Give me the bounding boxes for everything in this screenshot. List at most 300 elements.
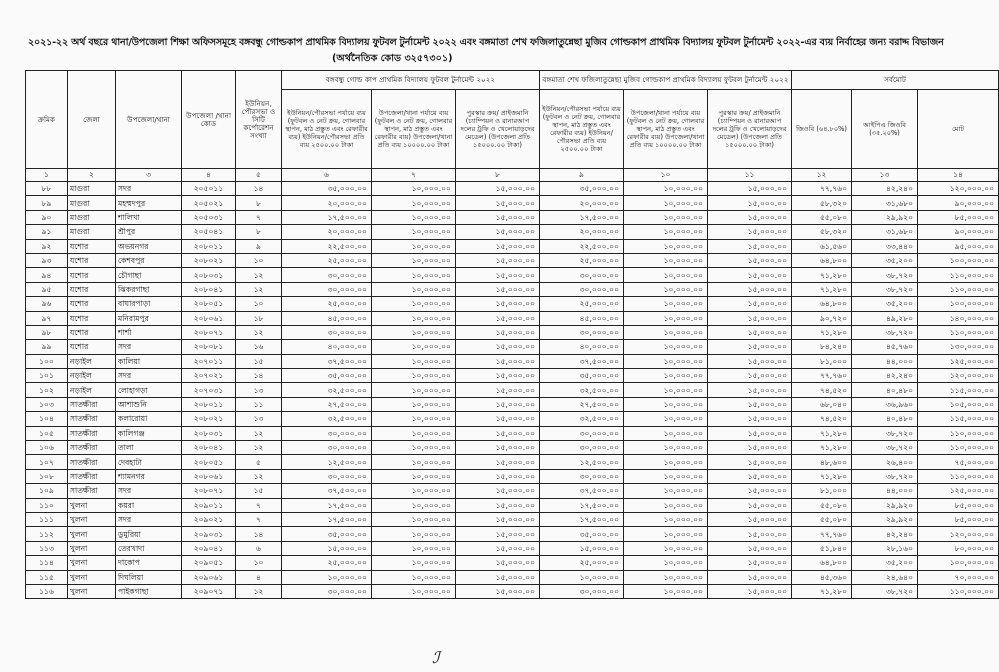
cell-bb-union: ২৫,০০০.০০ xyxy=(282,253,372,267)
column-number: ১৩ xyxy=(852,169,918,182)
cell-code: ২০৮০৫১ xyxy=(182,455,236,469)
cell-gob: ৫৫,০৮০ xyxy=(792,498,852,512)
cell-bm-upazila: ১০,০০০.০০ xyxy=(624,253,708,267)
cell-serial: ১১৬ xyxy=(26,584,68,598)
cell-district: মাগুরা xyxy=(68,210,116,224)
header-bb-union: ইউনিয়ন/পৌরসভা পর্যায়ে ব্যয় (ফুটবল ও নেট ক্রয়, গোলবার স্থাপন, মাঠ প্রস্তুত এবং রেফারীর ব্যয়) ইউনিয়ন/পৌরসভা প্রতি ব্যয় ২৫০০.০০ টাকা xyxy=(282,90,372,169)
cell-bm-union: ১৭,৫০০.০০ xyxy=(540,210,624,224)
cell-total: ১২৫,০০০.০০ xyxy=(918,484,999,498)
cell-upazila: সদর xyxy=(116,369,182,383)
cell-ida: ৪০,৪৮০ xyxy=(852,383,918,397)
page-title: ২০২১-২২ অর্থ বছরে থানা/উপজেলা শিক্ষা অফিসসমূহে বঙ্গবন্ধু গোল্ডকাপ প্রাথমিক বিদ্যালয় ফুটবল টুর্নামেন্ট ২০২২ এবং বঙ্গমাতা শেখ ফজিলাতুন্নেছা মুজিব গোল্ডকাপ প্রাথমিক বিদ্যালয় ফুটবল টুর্নামেন্ট ২০২২-এর ব্যয় নির্বাহের জন্য বরাদ্দ বিভাজন xyxy=(28,37,944,48)
cell-bm-prize: ১৫,০০০.০০ xyxy=(708,441,792,455)
cell-code: ২০৭০৩১ xyxy=(182,383,236,397)
cell-code: ২০৮০৭১ xyxy=(182,325,236,339)
cell-bm-union: ৩৭,৫০০.০০ xyxy=(540,354,624,368)
cell-unions: ১২ xyxy=(236,282,282,296)
cell-unions: ৯ xyxy=(236,239,282,253)
cell-bm-upazila: ১০,০০০.০০ xyxy=(624,412,708,426)
cell-bb-prize: ১৫,০০০.০০ xyxy=(456,196,540,210)
cell-unions: ৪ xyxy=(236,570,282,584)
cell-gob: ৪৮,৬০০ xyxy=(792,455,852,469)
table-row xyxy=(26,239,999,253)
cell-bb-union: ১২,৫০০.০০ xyxy=(282,455,372,469)
cell-total: ৯৫,০০০.০০ xyxy=(918,239,999,253)
cell-ida: ৩৩,৪৪০ xyxy=(852,239,918,253)
cell-bb-union: ২২,৫০০.০০ xyxy=(282,239,372,253)
table-row xyxy=(26,397,999,411)
cell-ida: ৪২,২৪০ xyxy=(852,527,918,541)
signature: ℐ xyxy=(432,648,440,667)
cell-serial: ১০৮ xyxy=(26,469,68,483)
cell-bb-prize: ১৫,০০০.০০ xyxy=(456,268,540,282)
table-row xyxy=(26,253,999,267)
cell-code: ২০৮০১১ xyxy=(182,239,236,253)
column-number: ৬ xyxy=(282,169,372,182)
cell-total: ১২০,০০০.০০ xyxy=(918,369,999,383)
cell-bm-prize: ১৫,০০০.০০ xyxy=(708,484,792,498)
cell-bb-prize: ১৫,০০০.০০ xyxy=(456,570,540,584)
table-row xyxy=(26,297,999,311)
cell-bb-union: ৩২,৫০০.০০ xyxy=(282,383,372,397)
cell-bm-upazila: ১০,০০০.০০ xyxy=(624,498,708,512)
cell-serial: ১০৯ xyxy=(26,484,68,498)
cell-ida: ৪৫,৭৬০ xyxy=(852,340,918,354)
cell-bm-upazila: ১০,০০০.০০ xyxy=(624,354,708,368)
cell-gob: ৬৮,০৪০ xyxy=(792,397,852,411)
cell-bm-union: ৩৫,০০০.০০ xyxy=(540,527,624,541)
cell-bb-union: ৩০,০০০.০০ xyxy=(282,584,372,598)
cell-upazila: দেবহাটা xyxy=(116,455,182,469)
header-bb-upazila: উপজেলা/থানা পর্যায়ে ব্যয় (ফুটবল ও নেট ক্রয়, গোলবার স্থাপন, মাঠ প্রস্তুত এবং রেফারীর ব্যয়) উপজেলা/থানা প্রতি ব্যয় ১০০০০.০০ টাকা xyxy=(372,90,456,169)
cell-serial: ৯০ xyxy=(26,210,68,224)
column-number-row xyxy=(26,169,999,182)
cell-bb-upazila: ১০,০০০.০০ xyxy=(372,196,456,210)
cell-unions: ১৩ xyxy=(236,412,282,426)
column-number: ৯ xyxy=(540,169,624,182)
cell-bb-prize: ১৫,০০০.০০ xyxy=(456,498,540,512)
cell-ida: ২৪,৬৪০ xyxy=(852,570,918,584)
cell-bm-upazila: ১০,০০০.০০ xyxy=(624,311,708,325)
cell-bb-upazila: ১০,০০০.০০ xyxy=(372,297,456,311)
cell-district: খুলনা xyxy=(68,512,116,526)
table-row xyxy=(26,340,999,354)
cell-gob: ৬৪,৮০০ xyxy=(792,556,852,570)
cell-serial: ৯৯ xyxy=(26,340,68,354)
cell-upazila: বাঘারপাড়া xyxy=(116,297,182,311)
table-row xyxy=(26,196,999,210)
cell-upazila: মনিরামপুর xyxy=(116,311,182,325)
cell-bm-union: ৩২,৫০০.০০ xyxy=(540,383,624,397)
cell-unions: ৫ xyxy=(236,455,282,469)
cell-serial: ১১৩ xyxy=(26,541,68,555)
cell-bb-prize: ১৫,০০০.০০ xyxy=(456,369,540,383)
table-row xyxy=(26,584,999,598)
cell-bm-prize: ১৫,০০০.০০ xyxy=(708,225,792,239)
cell-total: ১২০,০০০.০০ xyxy=(918,182,999,196)
cell-bb-prize: ১৫,০০০.০০ xyxy=(456,340,540,354)
cell-upazila: শ্রীপুর xyxy=(116,225,182,239)
cell-bm-prize: ১৫,০০০.০০ xyxy=(708,455,792,469)
cell-total: ১১০,০০০.০০ xyxy=(918,268,999,282)
cell-district: মাগুরা xyxy=(68,182,116,196)
table-row xyxy=(26,556,999,570)
cell-district: সাতক্ষীরা xyxy=(68,397,116,411)
cell-bb-upazila: ১০,০০০.০০ xyxy=(372,498,456,512)
cell-unions: ১২ xyxy=(236,268,282,282)
cell-bb-upazila: ১০,০০০.০০ xyxy=(372,556,456,570)
cell-bb-union: ৩০,০০০.০০ xyxy=(282,282,372,296)
cell-total: ১১০,০০০.০০ xyxy=(918,441,999,455)
cell-serial: ১০০ xyxy=(26,354,68,368)
column-number: ৮ xyxy=(456,169,540,182)
cell-district: নড়াইল xyxy=(68,383,116,397)
cell-upazila: পাইকগাছা xyxy=(116,584,182,598)
cell-bm-union: ৩০,০০০.০০ xyxy=(540,268,624,282)
cell-code: ২০৫০৩১ xyxy=(182,210,236,224)
cell-bm-upazila: ১০,০০০.০০ xyxy=(624,426,708,440)
cell-district: খুলনা xyxy=(68,556,116,570)
cell-upazila: তালা xyxy=(116,441,182,455)
cell-ida: ৩১,৬৮০ xyxy=(852,196,918,210)
cell-bb-upazila: ১০,০০০.০০ xyxy=(372,469,456,483)
cell-upazila: কলারোয়া xyxy=(116,412,182,426)
cell-ida: ৩৮,৭২০ xyxy=(852,268,918,282)
cell-unions: ১২ xyxy=(236,584,282,598)
cell-code: ২০৮০৮১ xyxy=(182,340,236,354)
cell-total: ৭০,০০০.০০ xyxy=(918,570,999,584)
cell-bb-union: ৩৫,০০০.০০ xyxy=(282,369,372,383)
cell-bb-prize: ১৫,০০০.০০ xyxy=(456,484,540,498)
cell-bm-union: ১৭,৫০০.০০ xyxy=(540,512,624,526)
cell-code: ২০৯০৪১ xyxy=(182,541,236,555)
cell-bm-union: ৩৫,০০০.০০ xyxy=(540,182,624,196)
cell-bb-prize: ১৫,০০০.০০ xyxy=(456,383,540,397)
cell-upazila: অভয়নগর xyxy=(116,239,182,253)
cell-upazila: লোহাগড়া xyxy=(116,383,182,397)
cell-serial: ১১৪ xyxy=(26,556,68,570)
cell-code: ২০৮০৩১ xyxy=(182,268,236,282)
cell-gob: ৭৭,৭৬০ xyxy=(792,527,852,541)
cell-gob: ৭৭,৭৬০ xyxy=(792,369,852,383)
cell-bb-upazila: ১০,০০০.০০ xyxy=(372,225,456,239)
cell-gob: ৭১,২৮০ xyxy=(792,325,852,339)
cell-bb-upazila: ১০,০০০.০০ xyxy=(372,182,456,196)
table-row xyxy=(26,311,999,325)
cell-code: ২০৮০২১ xyxy=(182,253,236,267)
cell-bm-prize: ১৫,০০০.০০ xyxy=(708,354,792,368)
cell-district: যশোর xyxy=(68,282,116,296)
cell-ida: ৪৪,০০০ xyxy=(852,354,918,368)
header-unions: ইউনিয়ন, পৌরসভা ও সিটি কর্পোরেশন সংখ্যা xyxy=(236,71,282,169)
cell-gob: ৫৫,০৮০ xyxy=(792,512,852,526)
header-upazila: উপজেলা/থানা xyxy=(116,71,182,169)
cell-bb-upazila: ১০,০০০.০০ xyxy=(372,527,456,541)
cell-district: যশোর xyxy=(68,239,116,253)
cell-upazila: আশাশুনি xyxy=(116,397,182,411)
cell-gob: ৭৭,৭৬০ xyxy=(792,182,852,196)
header-bm-upazila: উপজেলা/থানা পর্যায়ে ব্যয় (ফুটবল ও নেট ক্রয়, গোলবার স্থাপন, মাঠ প্রস্তুত এবং রেফারীর ব্যয়) উপজেলা/থানা প্রতি ব্যয় ১০০০০.০০ টাকা xyxy=(624,90,708,169)
cell-total: ১১৫,০০০.০০ xyxy=(918,412,999,426)
cell-gob: ৫৮,৩২০ xyxy=(792,196,852,210)
cell-upazila: সদর xyxy=(116,484,182,498)
cell-upazila: ঝিকরগাছা xyxy=(116,282,182,296)
cell-bb-union: ৪০,০০০.০০ xyxy=(282,340,372,354)
cell-total: ৭৫,০০০.০০ xyxy=(918,455,999,469)
cell-code: ২০৫০৪১ xyxy=(182,225,236,239)
cell-bb-prize: ১৫,০০০.০০ xyxy=(456,325,540,339)
cell-upazila: দিঘলিয়া xyxy=(116,570,182,584)
cell-bm-prize: ১৫,০০০.০০ xyxy=(708,182,792,196)
table-row xyxy=(26,469,999,483)
cell-bb-union: ১০,০০০.০০ xyxy=(282,570,372,584)
cell-district: সাতক্ষীরা xyxy=(68,441,116,455)
cell-unions: ১৪ xyxy=(236,369,282,383)
header-serial: ক্রমিক xyxy=(26,71,68,169)
cell-serial: ১১১ xyxy=(26,512,68,526)
cell-bb-upazila: ১০,০০০.০০ xyxy=(372,383,456,397)
cell-bm-prize: ১৫,০০০.০০ xyxy=(708,541,792,555)
cell-bb-upazila: ১০,০০০.০০ xyxy=(372,584,456,598)
cell-ida: ৩৮,৭২০ xyxy=(852,282,918,296)
cell-gob: ৮১,০০০ xyxy=(792,354,852,368)
cell-bb-upazila: ১০,০০০.০০ xyxy=(372,369,456,383)
column-number: ১২ xyxy=(792,169,852,182)
cell-unions: ১৪ xyxy=(236,527,282,541)
cell-bb-union: ১৭,৫০০.০০ xyxy=(282,512,372,526)
cell-bb-upazila: ১০,০০০.০০ xyxy=(372,268,456,282)
cell-gob: ৭১,২৮০ xyxy=(792,268,852,282)
cell-bb-upazila: ১০,০০০.০০ xyxy=(372,397,456,411)
cell-bb-union: ১৭,৫০০.০০ xyxy=(282,210,372,224)
cell-serial: ৯৮ xyxy=(26,325,68,339)
cell-unions: ৬ xyxy=(236,541,282,555)
cell-bb-union: ৩৫,০০০.০০ xyxy=(282,527,372,541)
cell-code: ২০৮০৪১ xyxy=(182,282,236,296)
cell-bb-prize: ১৫,০০০.০০ xyxy=(456,469,540,483)
cell-bb-upazila: ১০,০০০.০০ xyxy=(372,426,456,440)
table-row xyxy=(26,383,999,397)
cell-gob: ৯০,৭২০ xyxy=(792,311,852,325)
cell-district: নড়াইল xyxy=(68,354,116,368)
cell-bm-prize: ১৫,০০০.০০ xyxy=(708,512,792,526)
cell-bb-upazila: ১০,০০০.০০ xyxy=(372,541,456,555)
cell-bm-union: ২০,০০০.০০ xyxy=(540,196,624,210)
cell-bb-upazila: ১০,০০০.০০ xyxy=(372,340,456,354)
cell-unions: ৮ xyxy=(236,196,282,210)
cell-code: ২০৮০৭১ xyxy=(182,484,236,498)
cell-bb-union: ৩৭,৫০০.০০ xyxy=(282,484,372,498)
cell-bm-union: ৪৫,০০০.০০ xyxy=(540,311,624,325)
cell-bm-union: ২৫,০০০.০০ xyxy=(540,297,624,311)
cell-ida: ৩৮,৭২০ xyxy=(852,325,918,339)
cell-gob: ৬১,৫৬০ xyxy=(792,239,852,253)
cell-gob: ৭৪,৫২০ xyxy=(792,412,852,426)
cell-unions: ৭ xyxy=(236,512,282,526)
cell-bm-union: ১৭,৫০০.০০ xyxy=(540,498,624,512)
cell-gob: ৬৪,৮০০ xyxy=(792,297,852,311)
cell-bb-prize: ১৫,০০০.০০ xyxy=(456,412,540,426)
cell-district: মাগুরা xyxy=(68,225,116,239)
cell-bb-upazila: ১০,০০০.০০ xyxy=(372,253,456,267)
cell-serial: ১১২ xyxy=(26,527,68,541)
cell-gob: ৭৪,৫২০ xyxy=(792,383,852,397)
cell-ida: ৩৮,৭২০ xyxy=(852,426,918,440)
cell-bb-upazila: ১০,০০০.০০ xyxy=(372,311,456,325)
cell-unions: ১৬ xyxy=(236,340,282,354)
cell-district: খুলনা xyxy=(68,541,116,555)
cell-upazila: ডুমুরিয়া xyxy=(116,527,182,541)
column-number: ১ xyxy=(26,169,68,182)
cell-bm-upazila: ১০,০০০.০০ xyxy=(624,556,708,570)
cell-bm-union: ৪০,০০০.০০ xyxy=(540,340,624,354)
cell-bb-prize: ১৫,০০০.০০ xyxy=(456,441,540,455)
cell-bm-prize: ১৫,০০০.০০ xyxy=(708,340,792,354)
cell-bm-prize: ১৫,০০০.০০ xyxy=(708,383,792,397)
cell-unions: ১০ xyxy=(236,556,282,570)
cell-bb-union: ২৫,০০০.০০ xyxy=(282,556,372,570)
cell-total: ১০৫,০০০.০০ xyxy=(918,397,999,411)
cell-bb-upazila: ১০,০০০.০০ xyxy=(372,441,456,455)
cell-bb-union: ২৫,০০০.০০ xyxy=(282,297,372,311)
cell-total: ১১০,০০০.০০ xyxy=(918,584,999,598)
cell-bb-upazila: ১০,০০০.০০ xyxy=(372,354,456,368)
cell-bb-union: ১৭,৫০০.০০ xyxy=(282,498,372,512)
cell-ida: ২৯,৯২০ xyxy=(852,512,918,526)
cell-serial: ৮৮ xyxy=(26,182,68,196)
cell-bb-prize: ১৫,০০০.০০ xyxy=(456,354,540,368)
cell-bb-prize: ১৫,০০০.০০ xyxy=(456,297,540,311)
cell-bb-prize: ১৫,০০০.০০ xyxy=(456,541,540,555)
cell-bm-upazila: ১০,০০০.০০ xyxy=(624,541,708,555)
cell-total: ১১০,০০০.০০ xyxy=(918,469,999,483)
cell-bb-union: ২৭,৫০০.০০ xyxy=(282,397,372,411)
cell-district: যশোর xyxy=(68,268,116,282)
cell-code: ২০৯০১১ xyxy=(182,498,236,512)
column-number: ৩ xyxy=(116,169,182,182)
cell-ida: ৩৮,৭২০ xyxy=(852,441,918,455)
cell-serial: ৯১ xyxy=(26,225,68,239)
cell-district: যশোর xyxy=(68,340,116,354)
cell-bb-upazila: ১০,০০০.০০ xyxy=(372,210,456,224)
cell-bm-prize: ১৫,০০০.০০ xyxy=(708,268,792,282)
header-code: উপজেলা /থানা কোড xyxy=(182,71,236,169)
cell-bb-union: ৩০,০০০.০০ xyxy=(282,268,372,282)
cell-bm-upazila: ১০,০০০.০০ xyxy=(624,584,708,598)
cell-ida: ২৮,১৬০ xyxy=(852,541,918,555)
cell-bm-prize: ১৫,০০০.০০ xyxy=(708,397,792,411)
cell-total: ১২০,০০০.০০ xyxy=(918,527,999,541)
cell-bm-prize: ১৫,০০০.০০ xyxy=(708,311,792,325)
cell-serial: ৯৪ xyxy=(26,268,68,282)
cell-serial: ১০১ xyxy=(26,369,68,383)
cell-bb-union: ৩২,৫০০.০০ xyxy=(282,412,372,426)
cell-upazila: চৌগাছা xyxy=(116,268,182,282)
cell-ida: ৩৫,২০০ xyxy=(852,297,918,311)
cell-bm-upazila: ১০,০০০.০০ xyxy=(624,340,708,354)
cell-upazila: শালিখা xyxy=(116,210,182,224)
cell-upazila: মহম্মদপুর xyxy=(116,196,182,210)
cell-total: ১১০,০০০.০০ xyxy=(918,282,999,296)
cell-bm-prize: ১৫,০০০.০০ xyxy=(708,297,792,311)
header-district: জেলা xyxy=(68,71,116,169)
cell-bb-prize: ১৫,০০০.০০ xyxy=(456,239,540,253)
cell-code: ২০৮০২১ xyxy=(182,412,236,426)
header-gob: জিওবি (৬৪.৮০%) xyxy=(792,90,852,169)
cell-bb-upazila: ১০,০০০.০০ xyxy=(372,412,456,426)
cell-code: ২০৭০২১ xyxy=(182,369,236,383)
cell-bm-prize: ১৫,০০০.০০ xyxy=(708,570,792,584)
cell-bm-prize: ১৫,০০০.০০ xyxy=(708,253,792,267)
cell-code: ২০৯০৬১ xyxy=(182,570,236,584)
cell-bm-union: ১০,০০০.০০ xyxy=(540,570,624,584)
cell-bm-union: ২৫,০০০.০০ xyxy=(540,253,624,267)
cell-unions: ১৫ xyxy=(236,484,282,498)
cell-unions: ১৮ xyxy=(236,311,282,325)
cell-bm-upazila: ১০,০০০.০০ xyxy=(624,282,708,296)
cell-bb-prize: ১৫,০০০.০০ xyxy=(456,253,540,267)
cell-unions: ৭ xyxy=(236,210,282,224)
cell-bb-union: ৩০,০০০.০০ xyxy=(282,426,372,440)
cell-serial: ৯৩ xyxy=(26,253,68,267)
column-number: ১১ xyxy=(708,169,792,182)
cell-ida: ৪২,২৪০ xyxy=(852,369,918,383)
table-row xyxy=(26,441,999,455)
cell-bb-prize: ১৫,০০০.০০ xyxy=(456,527,540,541)
cell-unions: ১২ xyxy=(236,325,282,339)
header-bb-prize: পুরস্কার ক্রয়/ প্রাইজমানি (চ্যাম্পিয়ন ও রানারআপ দলের ট্রফি ও খেলোয়াড়দের মেডেল) (উপজেলা প্রতি ১৫০০০.০০ টাকা) xyxy=(456,90,540,169)
table-row xyxy=(26,325,999,339)
cell-bb-union: ১৫,০০০.০০ xyxy=(282,541,372,555)
cell-district: খুলনা xyxy=(68,527,116,541)
cell-unions: ১২ xyxy=(236,469,282,483)
table-row xyxy=(26,455,999,469)
cell-serial: ৯৫ xyxy=(26,282,68,296)
cell-bm-union: ২৫,০০০.০০ xyxy=(540,556,624,570)
cell-bm-prize: ১৫,০০০.০০ xyxy=(708,527,792,541)
cell-serial: ১১৫ xyxy=(26,570,68,584)
cell-total: ১১০,০০০.০০ xyxy=(918,325,999,339)
group-bangabandhu: বঙ্গবন্ধু গোল্ড কাপ প্রাথমিক বিদ্যালয় ফুটবল টুর্নামেন্ট ২০২২ xyxy=(282,71,540,90)
cell-total: ১২৫,০০০.০০ xyxy=(918,354,999,368)
cell-bm-prize: ১৫,০০০.০০ xyxy=(708,325,792,339)
table-row xyxy=(26,268,999,282)
cell-code: ২০৮০১১ xyxy=(182,397,236,411)
cell-bb-prize: ১৫,০০০.০০ xyxy=(456,556,540,570)
cell-bm-prize: ১৫,০০০.০০ xyxy=(708,239,792,253)
allocation-table xyxy=(25,70,999,599)
cell-serial: ১০৭ xyxy=(26,455,68,469)
cell-bm-upazila: ১০,০০০.০০ xyxy=(624,512,708,526)
header-total: মোট xyxy=(918,90,999,169)
cell-gob: ৫৮,৩২০ xyxy=(792,225,852,239)
cell-bb-union: ৩০,০০০.০০ xyxy=(282,441,372,455)
column-number: ২ xyxy=(68,169,116,182)
cell-upazila: শ্যামনগর xyxy=(116,469,182,483)
cell-bb-union: ৩০,০০০.০০ xyxy=(282,469,372,483)
cell-ida: ৪৪,০০০ xyxy=(852,484,918,498)
cell-bm-upazila: ১০,০০০.০০ xyxy=(624,383,708,397)
cell-upazila: সদর xyxy=(116,340,182,354)
cell-upazila: কয়রা xyxy=(116,498,182,512)
cell-district: সাতক্ষীরা xyxy=(68,455,116,469)
cell-unions: ১৪ xyxy=(236,182,282,196)
group-bangamata: বঙ্গমাতা শেখ ফজিলাতুন্নেছা মুজিব গোল্ডকাপ প্রাথমিক বিদ্যালয় ফুটবল টুর্নামেন্ট ২০২২ xyxy=(540,71,792,90)
table-row xyxy=(26,282,999,296)
cell-bm-upazila: ১০,০০০.০০ xyxy=(624,397,708,411)
cell-total: ১০০,০০০.০০ xyxy=(918,297,999,311)
table-row xyxy=(26,225,999,239)
